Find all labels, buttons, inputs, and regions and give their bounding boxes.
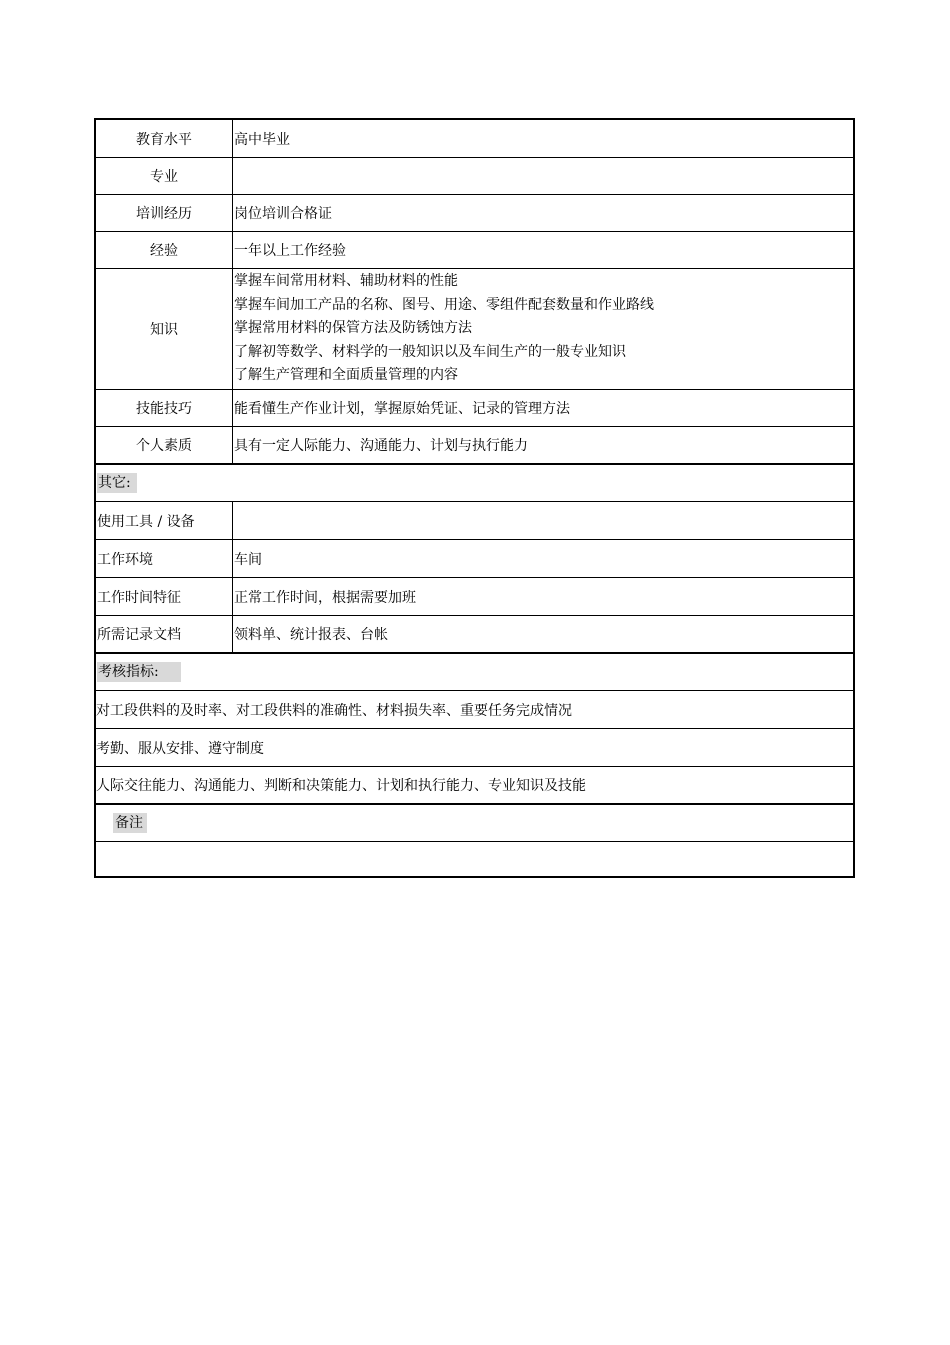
knowledge-line: 了解初等数学、材料学的一般知识以及车间生产的一般专业知识 <box>234 343 626 360</box>
assessment-item-text: 考勤、服从安排、遵守制度 <box>96 740 264 757</box>
label-knowledge: 知识 <box>96 269 233 389</box>
value-experience: 一年以上工作经验 <box>234 243 346 259</box>
knowledge-line: 掌握车间常用材料、辅助材料的性能 <box>234 273 458 290</box>
row-remarks-heading <box>96 805 853 842</box>
value-personal-quality: 具有一定人际能力、沟通能力、计划与执行能力 <box>234 438 528 454</box>
row-environment <box>96 540 853 578</box>
label-work-time: 工作时间特征 <box>96 578 233 615</box>
label-documents: 所需记录文档 <box>96 616 233 652</box>
row-training <box>96 195 853 232</box>
value-work-time: 正常工作时间，根据需要加班 <box>234 589 416 606</box>
value-skills: 能看懂生产作业计划，掌握原始凭证、记录的管理方法 <box>234 401 570 417</box>
knowledge-line: 掌握车间加工产品的名称、图号、用途、零组件配套数量和作业路线 <box>234 296 654 313</box>
value-remarks <box>97 842 853 878</box>
label-major: 专业 <box>96 158 233 194</box>
row-tools <box>96 502 853 540</box>
row-assessment-item <box>96 729 853 767</box>
row-assessment-item <box>96 691 853 729</box>
row-assessment-item <box>96 767 853 805</box>
section-heading-remarks: 备注 <box>113 813 147 833</box>
label-tools: 使用工具 / 设备 <box>96 502 233 539</box>
job-spec-table <box>94 118 855 878</box>
row-remarks-value <box>96 842 853 878</box>
row-documents <box>96 616 853 654</box>
assessment-item-text: 人际交往能力、沟通能力、判断和决策能力、计划和执行能力、专业知识及技能 <box>96 778 586 794</box>
label-training: 培训经历 <box>96 195 233 231</box>
label-environment: 工作环境 <box>96 540 233 577</box>
section-heading-other: 其它: <box>97 473 137 493</box>
row-knowledge <box>96 269 853 390</box>
row-personal-quality <box>96 427 853 465</box>
label-education: 教育水平 <box>96 120 233 157</box>
knowledge-line: 掌握常用材料的保管方法及防锈蚀方法 <box>234 320 472 337</box>
row-education <box>96 120 853 158</box>
row-work-time <box>96 578 853 616</box>
value-knowledge <box>234 269 853 389</box>
value-tools <box>234 502 853 539</box>
row-major <box>96 158 853 195</box>
knowledge-line: 了解生产管理和全面质量管理的内容 <box>234 367 458 384</box>
assessment-item-text: 对工段供料的及时率、对工段供料的准确性、材料损失率、重要任务完成情况 <box>96 702 572 719</box>
row-other-heading <box>96 465 853 502</box>
value-training: 岗位培训合格证 <box>234 206 332 222</box>
row-experience <box>96 232 853 269</box>
row-assessment-heading <box>96 654 853 691</box>
value-major <box>234 158 853 194</box>
value-documents: 领料单、统计报表、台帐 <box>234 627 388 643</box>
section-heading-assessment: 考核指标: <box>97 662 181 682</box>
value-environment: 车间 <box>234 551 262 568</box>
value-education: 高中毕业 <box>234 131 290 148</box>
label-personal-quality: 个人素质 <box>96 427 233 463</box>
row-skills <box>96 390 853 427</box>
label-skills: 技能技巧 <box>96 390 233 426</box>
label-experience: 经验 <box>96 232 233 268</box>
